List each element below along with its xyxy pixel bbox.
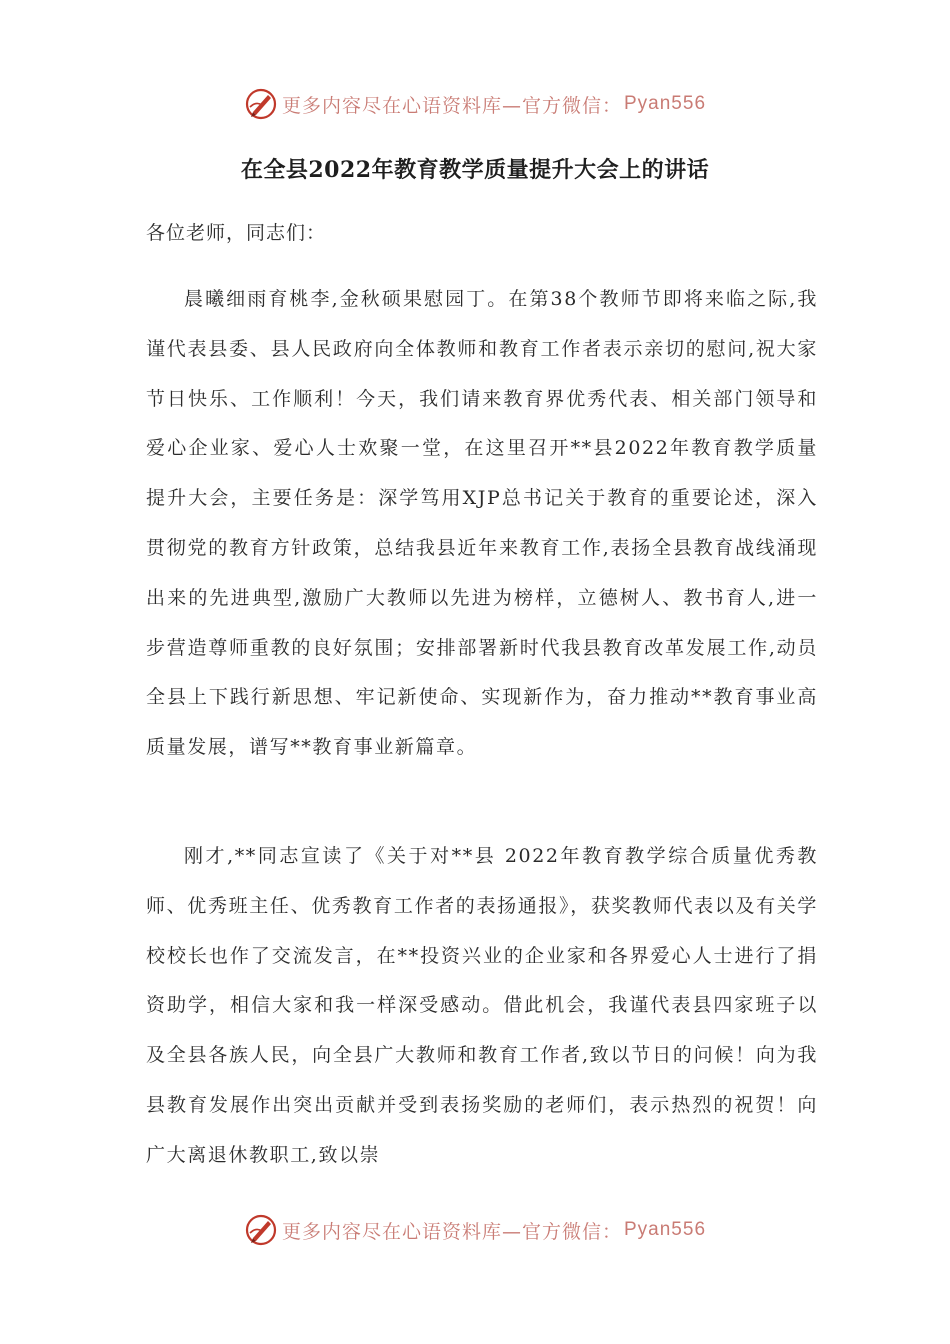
watermark-text: 更多内容尽在心语资料库—官方微信： (281, 94, 622, 117)
paragraph-2: 刚才,**同志宣读了《关于对**县 2022年教育教学综合质量优秀教师、优秀班主任、优秀教育工作者的表扬通报》，获奖教师代表以及有关学校校长也作了交流发言，在**投资兴业的企业家和各界爱心人士进行了捐资助学，相信大家和我一样深受感动。借此机会，我谨代表县四家班子以及全县各族人民，向全县广大教师和教育工作者,致以节日的问候！向为我县教育发展作出突出贡献并受到表扬奖励的老师们，表示热烈的祝贺！向广大离退休教职工,致以崇 (146, 845, 818, 1166)
salutation: 各位老师，同志们： (146, 222, 327, 244)
pen-logo-icon (244, 87, 278, 121)
footer-watermark (0, 1210, 950, 1250)
watermark-wechat-id: Pyan556 (624, 93, 707, 114)
header-watermark (0, 84, 950, 124)
pen-logo-icon (244, 1213, 278, 1247)
watermark-wechat-id: Pyan556 (624, 1219, 707, 1240)
watermark-text: 更多内容尽在心语资料库—官方微信： (281, 1220, 622, 1243)
page-title: 在全县2022年教育教学质量提升大会上的讲话 (240, 157, 710, 183)
paragraph-1: 晨曦细雨育桃李,金秋硕果慰园丁。在第38个教师节即将来临之际,我谨代表县委、县人民政府向全体教师和教育工作者表示亲切的慰问,祝大家节日快乐、工作顺利！今天，我们请来教育界优秀代表、相关部门领导和爱心企业家、爱心人士欢聚一堂，在这里召开**县2022年教育教学质量提升大会，主要任务是：深学笃用XJP总书记关于教育的重要论述，深入贯彻党的教育方针政策，总结我县近年来教育工作,表扬全县教育战线涌现出来的先进典型,激励广大教师以先进为榜样，立德树人、教书育人,进一步营造尊师重教的良好氛围；安排部署新时代我县教育改革发展工作,动员全县上下践行新思想、牢记新使命、实现新作为，奋力推动**教育事业高质量发展，谱写**教育事业新篇章。 (146, 288, 818, 759)
